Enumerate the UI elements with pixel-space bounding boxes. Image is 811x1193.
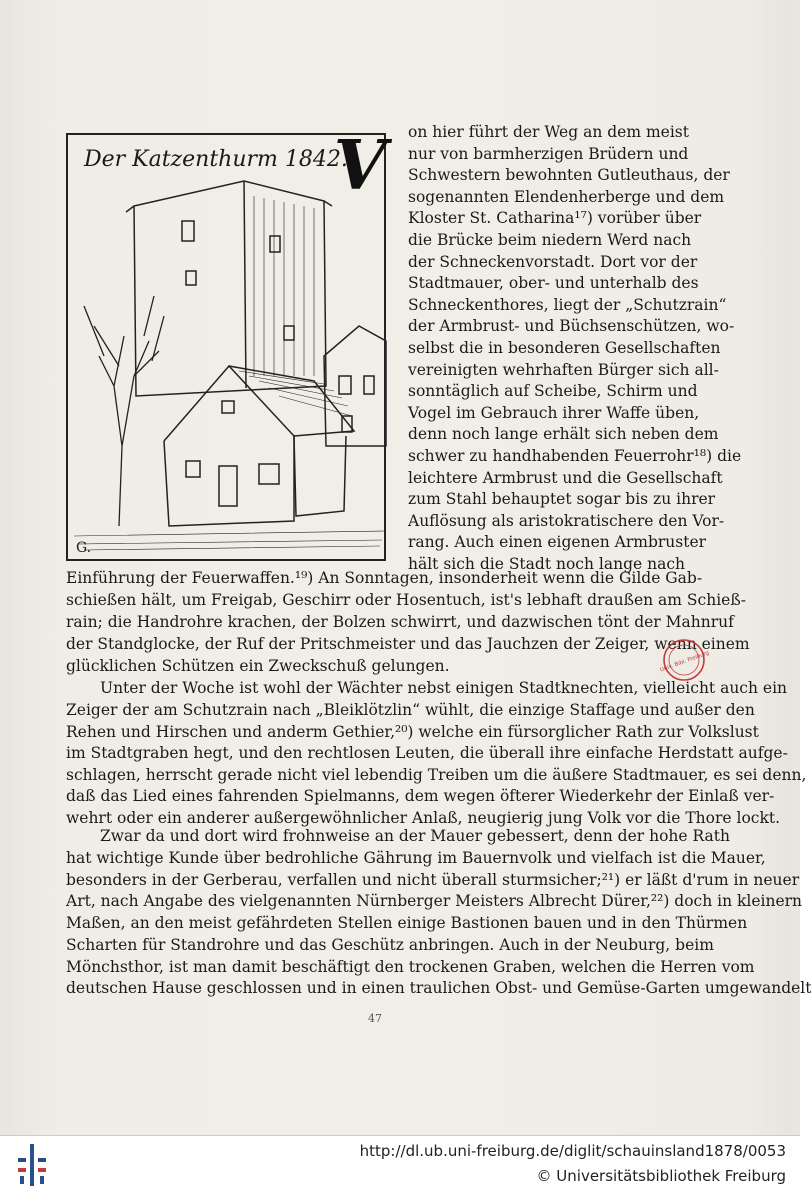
column-line: sonntäglich auf Scheibe, Schirm und	[408, 382, 698, 401]
text-line: deutschen Hause geschlossen und in einen traulichen Obst- und Gemüse-Garten umgewandelt	[66, 979, 811, 998]
column-line: denn noch lange erhält sich neben dem	[408, 425, 719, 444]
illustration-monogram: G.	[76, 540, 92, 556]
paragraph-3-first-line: Zwar da und dort wird frohnweise an der Mauer gebessert, denn der hohe Rath	[100, 827, 730, 845]
copyright-notice: © Universitätsbibliothek Freiburg	[536, 1167, 786, 1185]
column-line: rang. Auch einen eigenen Armbruster	[408, 533, 707, 552]
column-line: der Armbrust- und Büchsenschützen, wo-	[408, 317, 735, 336]
text-line: besonders in der Gerberau, verfallen und nicht überall sturmsicher;²¹) er läßt d'rum in neuer	[66, 870, 800, 889]
library-stamp	[660, 636, 708, 684]
illustration-caption: Der Katzenthurm 1842.	[84, 147, 348, 172]
text-line: schießen hält, um Freigab, Geschirr oder Hosentuch, ist's lebhaft draußen am Schieß-	[66, 591, 746, 609]
column-line: sogenannten Elendenherberge und dem	[408, 187, 725, 206]
text-line: Zeiger der am Schutzrain nach „Bleiklötzlin“ wühlt, die einzige Staffage und außer den	[66, 701, 755, 719]
drop-cap: V	[333, 126, 387, 206]
column-line: schwer zu handhabenden Feuerrohr¹⁸) die	[408, 447, 742, 465]
text-line: daß das Lied eines fahrenden Spielmanns, dem wegen öfterer Wiederkehr der Einlaß ver-	[66, 787, 775, 805]
text-line: der Standglocke, der Ruf der Pritschmeister und das Jauchzen der Zeiger, wenn einem	[66, 635, 750, 653]
paragraph-2-first-line: Unter der Woche ist wohl der Wächter nebst einigen Stadtknechten, vielleicht auch ein	[100, 679, 788, 697]
column-line: Kloster St. Catharina¹⁷) vorüber über	[408, 209, 702, 228]
text-line: Maßen, an den meist gefährdeten Stellen einige Bastionen bauen und in den Thürmen	[66, 914, 748, 933]
stamp-text: Univ. Bibl. Freiburg	[659, 650, 710, 674]
text-line: rain; die Handrohre krachen, der Bolzen schwirrt, und dazwischen tönt der Mahnruf	[66, 613, 734, 631]
text-line: hat wichtige Kunde über bedrohliche Gährung im Bauernvolk und vielfach ist die Mauer,	[66, 849, 766, 867]
text-line: wehrt oder ein anderer außergewöhnlicher Anlaß, neugierig jung Volk vor die Thore lockt.	[66, 808, 781, 827]
column-line: Schwestern bewohnten Gutleuthaus, der	[408, 166, 730, 185]
column-line: selbst die in besonderen Gesellschaften	[408, 339, 721, 357]
text-line: im Stadtgraben hegt, und den rechtlosen Leuten, die überall ihre einfache Herdstatt aufge-	[66, 744, 788, 762]
column-line: leichtere Armbrust und die Gesellschaft	[408, 468, 723, 487]
text-line: schlagen, herrscht gerade nicht viel lebendig Treiben um die äußere Stadtmauer, es sei denn,	[66, 765, 807, 784]
column-line: die Brücke beim niedern Werd nach	[408, 231, 692, 249]
text-line: Mönchsthor, ist man damit beschäftigt den trockenen Graben, welchen die Herren vom	[66, 957, 755, 976]
column-line: zum Stahl behauptet sogar bis zu ihrer	[408, 490, 716, 509]
page-number: 47	[368, 1012, 382, 1025]
text-line: Art, nach Angabe des vielgenannten Nürnberger Meisters Albrecht Dürer,²²) doch in kleinern	[66, 892, 803, 911]
column-line: on hier führt der Weg an dem meist	[408, 123, 689, 141]
university-logo-icon	[18, 1144, 46, 1186]
text-line: Einführung der Feuerwaffen.¹⁹) An Sonntagen, insonderheit wenn die Gilde Gab-	[66, 569, 703, 587]
column-line: Stadtmauer, ober- und unterhalb des	[408, 274, 699, 293]
footer-bar	[0, 1135, 800, 1193]
text-line: glücklichen Schützen ein Zweckschuß gelungen.	[66, 657, 450, 675]
column-line: Auflösung als aristokratischere den Vor-	[408, 511, 725, 530]
column-line: vereinigten wehrhaften Bürger sich all-	[408, 360, 719, 379]
column-line: Schneckenthores, liegt der „Schutzrain“	[408, 295, 727, 314]
column-line: der Schneckenvorstadt. Dort vor der	[408, 252, 698, 271]
permalink-url[interactable]: http://dl.ub.uni-freiburg.de/diglit/schauinsland1878/0053	[359, 1142, 786, 1160]
column-line: Vogel im Gebrauch ihrer Waffe üben,	[408, 403, 700, 422]
text-line: Rehen und Hirschen und anderm Gethier,²⁰) welche ein fürsorglicher Rath zur Volkslust	[66, 722, 759, 741]
column-line: nur von barmherzigen Brüdern und	[408, 144, 689, 163]
text-line: Scharten für Standrohre und das Geschütz anbringen. Auch in der Neuburg, beim	[66, 935, 714, 954]
column-line: hält sich die Stadt noch lange nach	[408, 555, 685, 573]
